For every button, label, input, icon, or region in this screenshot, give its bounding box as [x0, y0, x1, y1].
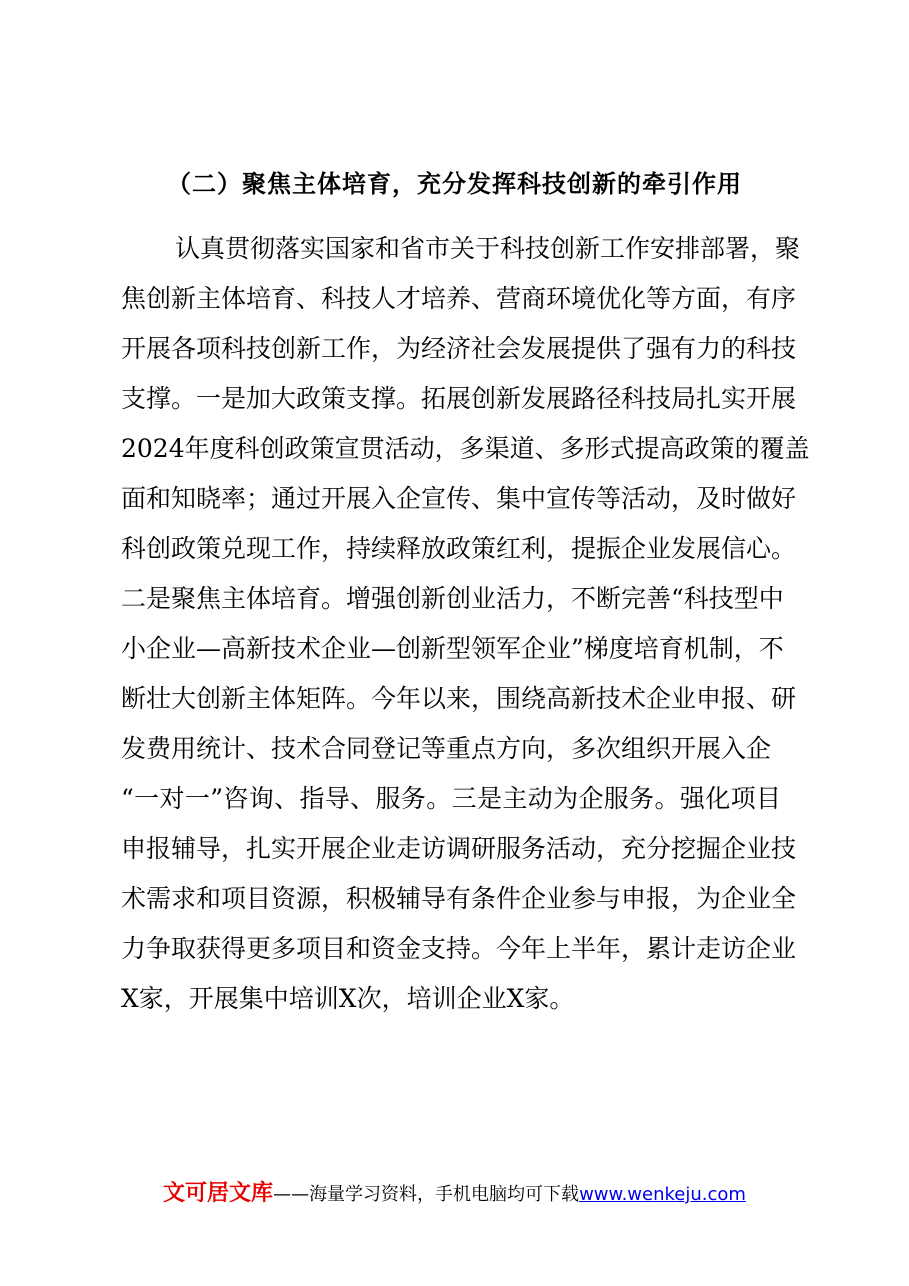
paragraph-line — [0, 574, 909, 624]
line-text: 申报辅导，扎实开展企业走访调研服务活动，充分挖掘企业技 — [121, 834, 797, 863]
paragraph-line — [0, 524, 909, 574]
paragraph-line — [0, 624, 909, 674]
line-text: 焦创新主体培育、科技人才培养、营商环境优化等方面，有序 — [121, 284, 797, 313]
paragraph-line — [0, 274, 909, 324]
paragraph-line — [0, 724, 909, 774]
line-text: 术需求和项目资源，积极辅导有条件企业参与申报，为企业全 — [121, 884, 797, 913]
paragraph-line — [0, 474, 909, 524]
paragraph-line — [0, 774, 909, 824]
line-text: “一对一”咨询、指导、服务。三是主动为企服务。强化项目 — [121, 784, 781, 813]
paragraph-line — [0, 824, 909, 874]
paragraph-line — [0, 224, 909, 274]
line-text: 2024年度科创政策宣贯活动，多渠道、多形式提高政策的覆盖 — [121, 434, 810, 463]
line-text: 发费用统计、技术合同登记等重点方向，多次组织开展入企 — [121, 734, 772, 763]
line-text: 认真贯彻落实国家和省市关于科技创新工作安排部署，聚 — [175, 234, 801, 263]
footer-brand: 文可居文库 — [163, 1181, 274, 1206]
line-text: X家，开展集中培训X次，培训企业X家。 — [121, 984, 575, 1013]
footer-tagline: ——海量学习资料，手机电脑均可下载 — [273, 1184, 580, 1205]
line-text: 力争取获得更多项目和资金支持。今年上半年，累计走访企业 — [121, 934, 797, 963]
line-text: 面和知晓率；通过开展入企宣传、集中宣传等活动，及时做好 — [121, 484, 797, 513]
footer-banner — [0, 1180, 909, 1209]
paragraph-line-last — [0, 974, 909, 1024]
paragraph-line — [0, 924, 909, 974]
line-text: 小企业—高新技术企业—创新型领军企业”梯度培育机制，不 — [121, 634, 784, 663]
paragraph-line — [0, 874, 909, 924]
line-text: 科创政策兑现工作，持续释放政策红利，提振企业发展信心。 — [121, 534, 797, 563]
line-text: 断壮大创新主体矩阵。今年以来，围绕高新技术企业申报、研 — [121, 684, 797, 713]
paragraph-line — [0, 324, 909, 374]
paragraph-line — [0, 374, 909, 424]
paragraph-line — [0, 674, 909, 724]
line-text: 开展各项科技创新工作，为经济社会发展提供了强有力的科技 — [121, 334, 797, 363]
line-text: 支撑。一是加大政策支撑。拓展创新发展路径科技局扎实开展 — [121, 384, 797, 413]
paragraph-line — [0, 424, 909, 474]
line-text: 二是聚焦主体培育。增强创新创业活力，不断完善“科技型中 — [121, 584, 784, 613]
footer-website-link[interactable]: www.wenkeju.com — [579, 1184, 746, 1205]
section-heading: （二）聚焦主体培育，充分发挥科技创新的牵引作用 — [167, 169, 742, 198]
